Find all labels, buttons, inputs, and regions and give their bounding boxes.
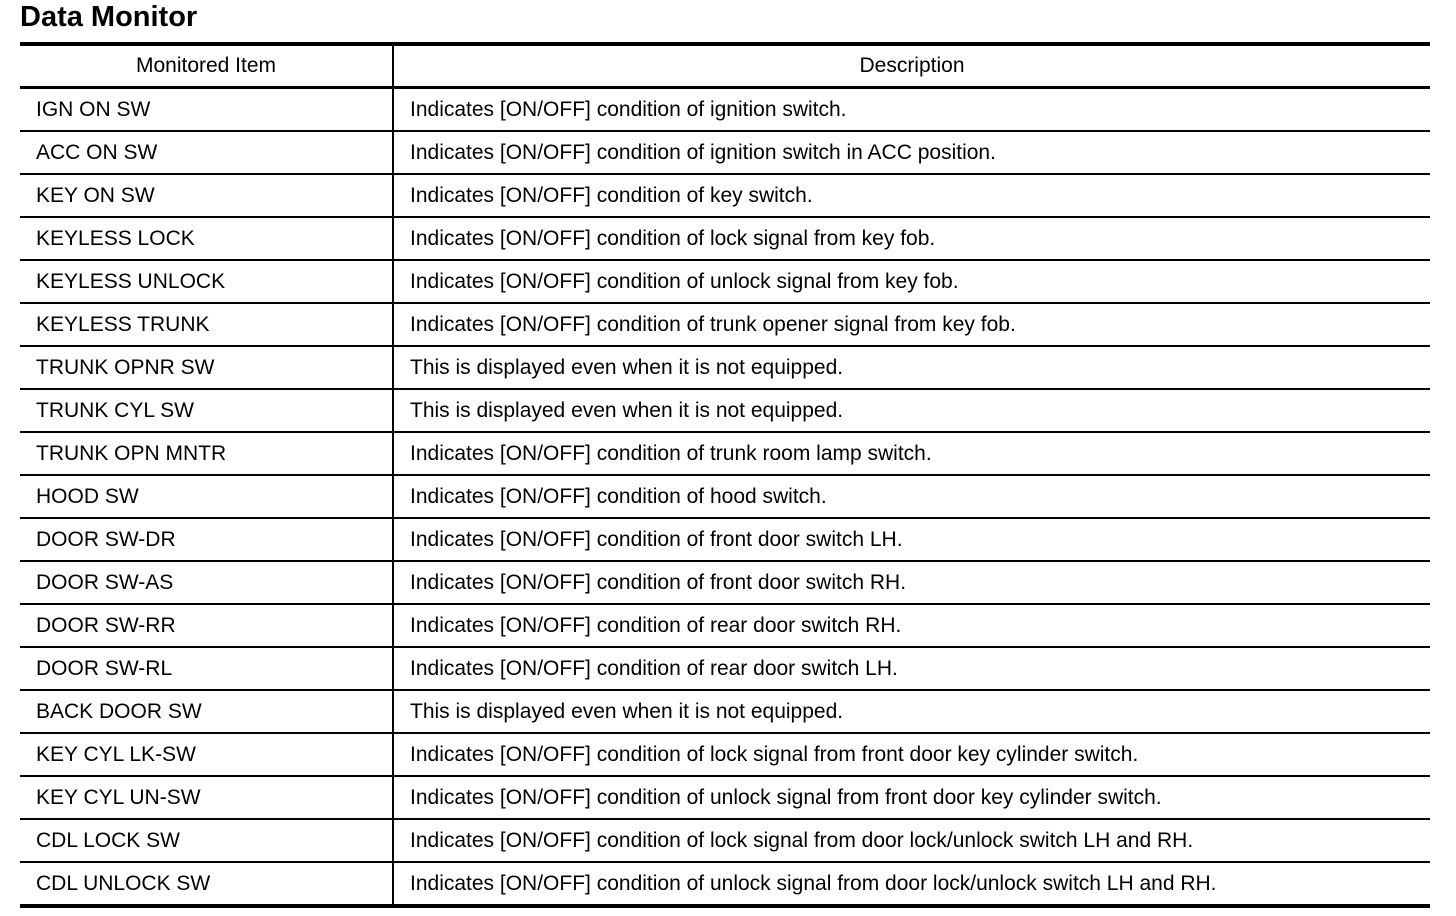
monitored-item-cell: DOOR SW-RL	[20, 647, 393, 690]
table-row	[20, 217, 1430, 260]
table-row	[20, 475, 1430, 518]
table-row	[20, 174, 1430, 217]
monitored-item-cell: KEY CYL LK-SW	[20, 733, 393, 776]
monitored-item-cell: DOOR SW-DR	[20, 518, 393, 561]
page-title: Data Monitor	[20, 1, 198, 33]
table-row	[20, 819, 1430, 862]
table-row	[20, 303, 1430, 346]
data-monitor-table	[20, 42, 1430, 908]
header-row	[20, 44, 1430, 88]
monitored-item-cell: DOOR SW-AS	[20, 561, 393, 604]
description-cell: Indicates [ON/OFF] condition of rear door switch LH.	[393, 647, 1430, 690]
table-row	[20, 776, 1430, 819]
table-row	[20, 389, 1430, 432]
monitored-item-cell: TRUNK OPN MNTR	[20, 432, 393, 475]
monitored-item-cell: KEYLESS UNLOCK	[20, 260, 393, 303]
description-cell: Indicates [ON/OFF] condition of ignition switch.	[393, 88, 1430, 132]
table-row	[20, 862, 1430, 906]
monitored-item-cell: TRUNK CYL SW	[20, 389, 393, 432]
description-cell: Indicates [ON/OFF] condition of lock signal from key fob.	[393, 217, 1430, 260]
description-cell: This is displayed even when it is not equipped.	[393, 389, 1430, 432]
monitored-item-cell: KEYLESS LOCK	[20, 217, 393, 260]
description-cell: Indicates [ON/OFF] condition of ignition switch in ACC position.	[393, 131, 1430, 174]
description-cell: Indicates [ON/OFF] condition of lock signal from door lock/unlock switch LH and RH.	[393, 819, 1430, 862]
description-cell: Indicates [ON/OFF] condition of hood switch.	[393, 475, 1430, 518]
monitored-item-cell: CDL LOCK SW	[20, 819, 393, 862]
description-cell: Indicates [ON/OFF] condition of unlock signal from key fob.	[393, 260, 1430, 303]
monitored-item-cell: HOOD SW	[20, 475, 393, 518]
description-cell: Indicates [ON/OFF] condition of unlock signal from front door key cylinder switch.	[393, 776, 1430, 819]
table-row	[20, 346, 1430, 389]
table-body	[20, 88, 1430, 907]
monitored-item-cell: ACC ON SW	[20, 131, 393, 174]
table-row	[20, 733, 1430, 776]
description-cell: Indicates [ON/OFF] condition of key switch.	[393, 174, 1430, 217]
monitored-item-cell: DOOR SW-RR	[20, 604, 393, 647]
monitored-item-cell: BACK DOOR SW	[20, 690, 393, 733]
table-row	[20, 604, 1430, 647]
monitored-item-cell: CDL UNLOCK SW	[20, 862, 393, 906]
table-row	[20, 561, 1430, 604]
description-cell: This is displayed even when it is not equipped.	[393, 690, 1430, 733]
table-row	[20, 131, 1430, 174]
description-cell: This is displayed even when it is not equipped.	[393, 346, 1430, 389]
description-cell: Indicates [ON/OFF] condition of rear door switch RH.	[393, 604, 1430, 647]
table-header	[20, 44, 1430, 88]
monitored-item-cell: KEY ON SW	[20, 174, 393, 217]
description-cell: Indicates [ON/OFF] condition of trunk room lamp switch.	[393, 432, 1430, 475]
monitored-item-cell: IGN ON SW	[20, 88, 393, 132]
description-cell: Indicates [ON/OFF] condition of trunk opener signal from key fob.	[393, 303, 1430, 346]
monitored-item-cell: TRUNK OPNR SW	[20, 346, 393, 389]
table-row	[20, 690, 1430, 733]
description-cell: Indicates [ON/OFF] condition of unlock signal from door lock/unlock switch LH and RH.	[393, 862, 1430, 906]
table-row	[20, 518, 1430, 561]
table-row	[20, 260, 1430, 303]
table-row	[20, 647, 1430, 690]
table-row	[20, 88, 1430, 132]
monitored-item-cell: KEY CYL UN-SW	[20, 776, 393, 819]
description-cell: Indicates [ON/OFF] condition of front door switch LH.	[393, 518, 1430, 561]
description-cell: Indicates [ON/OFF] condition of front door switch RH.	[393, 561, 1430, 604]
table-row	[20, 432, 1430, 475]
monitored-item-cell: KEYLESS TRUNK	[20, 303, 393, 346]
column-header-monitored-item: Monitored Item	[20, 44, 393, 88]
description-cell: Indicates [ON/OFF] condition of lock signal from front door key cylinder switch.	[393, 733, 1430, 776]
column-header-description: Description	[393, 44, 1430, 88]
